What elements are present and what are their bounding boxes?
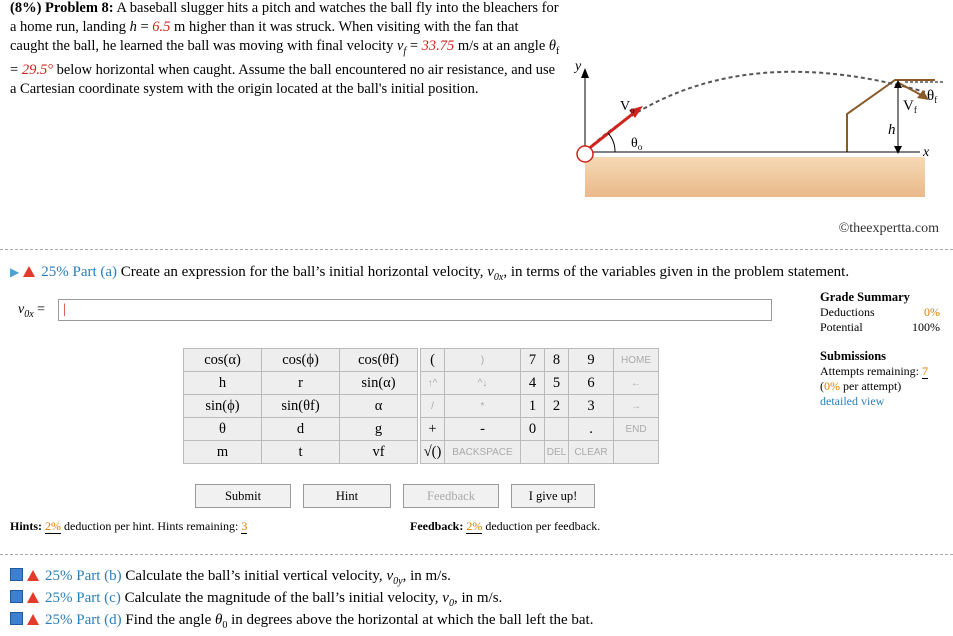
- collapsed-icon: [10, 568, 23, 581]
- part-c-var-sub: 0: [448, 598, 454, 609]
- feedback-label: Feedback:: [410, 519, 467, 533]
- keypad-key[interactable]: 8: [545, 349, 569, 372]
- part-a-header[interactable]: [10, 264, 849, 283]
- keypad-key[interactable]: sin(ϕ): [184, 395, 262, 418]
- problem-text-1: A baseball slugger hits a pitch and watches the ball fly into the bleachers for a home run, landing: [10, 0, 559, 35]
- problem-text-4: below horizontal when caught. Assume the ball encountered no air resistance, and use a Cartesian coordinate system with the origin located at the ball's initial position.: [10, 61, 556, 97]
- hints-pct: 2%: [45, 519, 62, 533]
- part-d-tail: in degrees above the horizontal at which the ball left the bat.: [227, 612, 594, 628]
- grade-summary-title: Grade Summary: [820, 290, 910, 304]
- keypad-empty: [545, 418, 569, 441]
- keypad-key[interactable]: 4: [521, 372, 545, 395]
- keypad-key[interactable]: (: [421, 349, 445, 372]
- keypad-key[interactable]: *: [445, 395, 521, 418]
- ground: [585, 157, 925, 197]
- attempts-value: 7: [921, 364, 928, 378]
- part-a-prompt-2: , in terms of the variables given in the problem statement.: [503, 264, 850, 280]
- submit-button[interactable]: Submit: [195, 484, 291, 508]
- problem-text-3: m/s at an angle: [454, 38, 549, 54]
- h-value: 6.5: [152, 19, 171, 35]
- keypad-key[interactable]: →: [614, 395, 659, 418]
- theta-eq: =: [10, 61, 22, 78]
- warning-icon: [23, 266, 35, 277]
- keypad-key[interactable]: ): [445, 349, 521, 372]
- keypad-key[interactable]: d: [262, 418, 340, 441]
- keypad-empty: [521, 441, 545, 464]
- theta0-label: $\theta_o$: [631, 136, 643, 152]
- hints-text: deduction per hint. Hints remaining:: [61, 519, 242, 533]
- part-d-var-sub: 0: [222, 620, 228, 631]
- part-d-header[interactable]: [10, 611, 593, 631]
- vf-value: 33.75: [421, 38, 455, 54]
- detailed-view-link[interactable]: detailed view: [820, 394, 885, 408]
- keypad-key[interactable]: CLEAR: [569, 441, 614, 464]
- keypad-key[interactable]: cos(ϕ): [262, 349, 340, 372]
- keypad-key[interactable]: 3: [569, 395, 614, 418]
- keypad-key[interactable]: sin(α): [340, 372, 418, 395]
- part-b-header[interactable]: [10, 567, 451, 587]
- keypad-key[interactable]: g: [340, 418, 418, 441]
- keypad-key[interactable]: 2: [545, 395, 569, 418]
- give-up-button[interactable]: I give up!: [511, 484, 595, 508]
- deductions-value: 0%: [924, 305, 940, 319]
- problem-figure: [565, 52, 950, 202]
- part-c-header[interactable]: [10, 589, 502, 609]
- feedback-button[interactable]: Feedback: [403, 484, 499, 508]
- equation-keypad: [183, 348, 659, 464]
- part-c-text: Calculate the magnitude of the ball’s initial velocity,: [120, 590, 443, 606]
- divider: [0, 554, 953, 555]
- part-d-var: θ: [214, 612, 223, 628]
- problem-weight: (8%): [10, 0, 42, 16]
- grade-summary: Grade Summary Deductions 0% Potential 100% Submissions Attempts remaining: 7 (0% per attempt) detailed view: [820, 290, 940, 408]
- divider: [0, 249, 953, 250]
- problem-text-2: m higher than it was struck. When visiting with the fan that caught the ball, he learned the ball was moving with final velocity: [10, 19, 519, 54]
- theta0-arc: [608, 133, 615, 152]
- answer-var: v: [18, 302, 25, 317]
- hints-info: [10, 519, 247, 534]
- baseball-icon: [577, 146, 593, 162]
- keypad-key[interactable]: +: [421, 418, 445, 441]
- keypad-key[interactable]: DEL: [545, 441, 569, 464]
- deductions-label: Deductions: [820, 305, 875, 319]
- part-d-name: Part (d): [76, 612, 122, 628]
- vf-label: $V_f$: [903, 98, 917, 115]
- hints-label: Hints:: [10, 519, 46, 533]
- answer-eq: =: [33, 302, 46, 317]
- warning-icon: [27, 614, 39, 625]
- keypad-key[interactable]: √(): [421, 441, 445, 464]
- warning-icon: [27, 592, 39, 603]
- potential-value: 100%: [912, 320, 940, 334]
- collapsed-icon: [10, 590, 23, 603]
- part-b-name: Part (b): [76, 568, 122, 584]
- keypad-key[interactable]: 7: [521, 349, 545, 372]
- vf-eq: =: [406, 38, 422, 54]
- keypad-key[interactable]: 6: [569, 372, 614, 395]
- vf-sub: f: [403, 45, 407, 57]
- feedback-pct: 2%: [466, 519, 483, 533]
- part-b-var-sub: 0y: [393, 576, 403, 587]
- keypad-key[interactable]: h: [184, 372, 262, 395]
- part-b-tail: , in m/s.: [402, 568, 451, 584]
- problem-statement: [10, 0, 560, 99]
- keypad-key[interactable]: ←: [614, 372, 659, 395]
- keypad-empty: [614, 441, 659, 464]
- feedback-text: deduction per feedback.: [482, 519, 601, 533]
- part-a-prompt-1: Create an expression for the ball’s initial horizontal velocity,: [117, 264, 488, 280]
- y-axis-label: y: [575, 59, 582, 74]
- vf-variable: v: [396, 38, 404, 54]
- y-axis-arrow: [581, 68, 589, 78]
- keypad-key[interactable]: 0: [521, 418, 545, 441]
- bleachers-wall: [847, 80, 938, 152]
- potential-label: Potential: [820, 320, 863, 334]
- h-label: h: [888, 122, 896, 138]
- part-a-percent: 25%: [41, 264, 69, 280]
- attempts-label: Attempts remaining:: [820, 364, 922, 378]
- keypad-key[interactable]: ↑^: [421, 372, 445, 395]
- part-a-name: Part (a): [72, 264, 118, 280]
- keypad-key[interactable]: cos(θf): [340, 349, 418, 372]
- keypad-key[interactable]: 9: [569, 349, 614, 372]
- keypad-key[interactable]: m: [184, 441, 262, 464]
- part-c-tail: , in m/s.: [453, 590, 503, 606]
- theta-sub: f: [556, 45, 560, 57]
- keypad-key[interactable]: α: [340, 395, 418, 418]
- per-attempt-value: 0%: [824, 379, 840, 393]
- part-d-text: Find the angle: [121, 612, 215, 628]
- part-c-name: Part (c): [76, 590, 121, 606]
- part-b-percent: 25%: [45, 568, 73, 584]
- h-variable: h: [129, 19, 137, 35]
- keypad-key[interactable]: t: [262, 441, 340, 464]
- hint-button[interactable]: Hint: [303, 484, 391, 508]
- theta-variable: θ: [548, 38, 557, 54]
- play-icon: ▶: [10, 265, 20, 279]
- part-a-var: v: [487, 264, 494, 280]
- keypad-key[interactable]: ^↓: [445, 372, 521, 395]
- hints-remaining: 3: [241, 519, 248, 533]
- part-b-var: v: [386, 568, 394, 584]
- warning-icon: [27, 570, 39, 581]
- collapsed-icon: [10, 612, 23, 625]
- keypad-key[interactable]: -: [445, 418, 521, 441]
- part-b-text: Calculate the ball’s initial vertical velocity,: [121, 568, 387, 584]
- keypad-key[interactable]: θ: [184, 418, 262, 441]
- problem-title: Problem 8:: [45, 0, 114, 16]
- keypad-key[interactable]: 5: [545, 372, 569, 395]
- feedback-info: [410, 519, 600, 534]
- keypad-key[interactable]: /: [421, 395, 445, 418]
- per-attempt-label: per attempt): [840, 379, 902, 393]
- answer-var-sub: 0x: [24, 308, 34, 320]
- keypad-key[interactable]: HOME: [614, 349, 659, 372]
- copyright-credit: ©theexpertta.com: [838, 221, 939, 236]
- h-eq: =: [136, 19, 153, 35]
- x-axis-label: x: [923, 145, 930, 160]
- part-a-var-sub: 0x: [493, 272, 504, 283]
- keypad-key[interactable]: vf: [340, 441, 418, 464]
- keypad-key[interactable]: 1: [521, 395, 545, 418]
- keypad-key[interactable]: sin(θf): [262, 395, 340, 418]
- keypad-key[interactable]: r: [262, 372, 340, 395]
- keypad-key[interactable]: .: [569, 418, 614, 441]
- thetaf-label: $\theta_f$: [927, 88, 938, 105]
- theta-value: 29.5°: [21, 61, 53, 78]
- part-c-var: v: [442, 590, 449, 606]
- v0-label: $V_o$: [620, 99, 635, 115]
- answer-label: [18, 302, 45, 320]
- part-c-percent: 25%: [45, 590, 73, 606]
- submissions-title: Submissions: [820, 349, 887, 363]
- keypad-key[interactable]: BACKSPACE: [445, 441, 521, 464]
- keypad-key[interactable]: cos(α): [184, 349, 262, 372]
- keypad-key[interactable]: END: [614, 418, 659, 441]
- answer-input[interactable]: |: [58, 299, 772, 321]
- part-d-percent: 25%: [45, 612, 73, 628]
